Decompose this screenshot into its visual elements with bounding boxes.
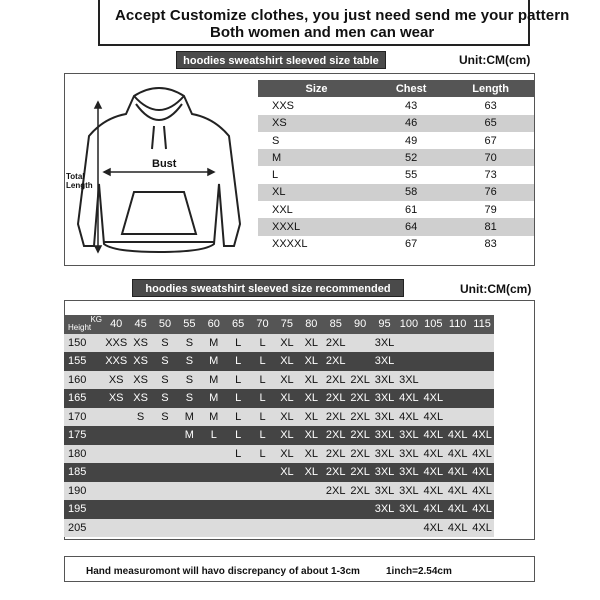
recommend-size-cell bbox=[177, 445, 201, 464]
length-cell: 73 bbox=[447, 166, 534, 183]
hoodie-diagram bbox=[64, 74, 254, 266]
size-cell: XL bbox=[258, 184, 375, 201]
recommend-size-cell: XS bbox=[128, 334, 152, 353]
height-cell: 165 bbox=[64, 389, 104, 408]
recommend-size-cell: 3XL bbox=[372, 371, 396, 390]
recommend-size-cell: XL bbox=[299, 408, 323, 427]
size-cell: XS bbox=[258, 115, 375, 132]
recommend-size-cell: 4XL bbox=[445, 482, 469, 501]
recommend-size-cell: 4XL bbox=[421, 482, 445, 501]
recommend-size-cell bbox=[226, 482, 250, 501]
recommend-size-cell: L bbox=[226, 408, 250, 427]
recommend-size-cell: 4XL bbox=[421, 500, 445, 519]
recommend-size-cell bbox=[104, 519, 128, 538]
recommend-size-cell: 3XL bbox=[397, 445, 421, 464]
length-cell: 65 bbox=[447, 115, 534, 132]
chest-cell: 64 bbox=[375, 218, 447, 235]
footer-note: Hand measuromont will havo discrepancy of about 1-3cm bbox=[86, 566, 360, 577]
recommend-size-cell: L bbox=[226, 426, 250, 445]
weight-header-cell: 65 bbox=[226, 315, 250, 334]
height-cell: 205 bbox=[64, 519, 104, 538]
recommend-size-cell: 2XL bbox=[324, 463, 348, 482]
chest-cell: 61 bbox=[375, 201, 447, 218]
recommend-size-cell: 2XL bbox=[348, 408, 372, 427]
size-row bbox=[258, 201, 534, 218]
recommend-size-cell bbox=[299, 482, 323, 501]
recommend-size-cell bbox=[153, 463, 177, 482]
recommend-size-cell: 4XL bbox=[421, 519, 445, 538]
recommend-size-cell bbox=[128, 426, 152, 445]
recommend-size-cell: 2XL bbox=[348, 463, 372, 482]
recommend-size-cell bbox=[470, 334, 494, 353]
recommend-size-cell: XS bbox=[128, 352, 152, 371]
size-cell: L bbox=[258, 166, 375, 183]
recommend-size-cell: XXS bbox=[104, 352, 128, 371]
recommend-size-cell: 4XL bbox=[397, 389, 421, 408]
recommend-size-cell: 2XL bbox=[348, 389, 372, 408]
chest-cell: 43 bbox=[375, 97, 447, 114]
height-row bbox=[64, 445, 494, 464]
recommend-size-cell bbox=[421, 352, 445, 371]
recommend-size-cell: 2XL bbox=[324, 445, 348, 464]
recommend-size-cell: 3XL bbox=[372, 334, 396, 353]
recommend-size-cell bbox=[202, 500, 226, 519]
recommend-size-cell bbox=[275, 500, 299, 519]
size-cell: S bbox=[258, 132, 375, 149]
weight-header-cell: 100 bbox=[397, 315, 421, 334]
recommend-size-cell: 4XL bbox=[421, 463, 445, 482]
recommend-size-cell bbox=[202, 445, 226, 464]
recommend-size-cell bbox=[250, 482, 274, 501]
recommend-size-cell: 4XL bbox=[445, 426, 469, 445]
size-row bbox=[258, 97, 534, 114]
recommend-size-cell: 4XL bbox=[470, 482, 494, 501]
recommend-size-cell: S bbox=[128, 408, 152, 427]
weight-header-cell: 105 bbox=[421, 315, 445, 334]
recommend-size-cell: 4XL bbox=[470, 500, 494, 519]
recommend-size-cell bbox=[348, 352, 372, 371]
recommend-size-cell: L bbox=[226, 389, 250, 408]
recommend-size-cell: 3XL bbox=[372, 500, 396, 519]
recommend-size-cell: XL bbox=[275, 334, 299, 353]
recommend-size-cell: L bbox=[250, 352, 274, 371]
length-cell: 76 bbox=[447, 184, 534, 201]
recommend-size-cell bbox=[128, 482, 152, 501]
recommend-table bbox=[64, 315, 494, 537]
recommend-size-cell bbox=[177, 482, 201, 501]
recommend-size-cell bbox=[153, 426, 177, 445]
weight-header-row bbox=[64, 315, 494, 334]
recommend-size-cell: 3XL bbox=[372, 445, 396, 464]
recommend-size-cell bbox=[445, 389, 469, 408]
height-row bbox=[64, 500, 494, 519]
recommend-size-cell: 4XL bbox=[445, 463, 469, 482]
recommend-size-cell: 3XL bbox=[397, 482, 421, 501]
size-row bbox=[258, 184, 534, 201]
recommend-size-cell bbox=[177, 500, 201, 519]
recommend-size-cell: XXS bbox=[104, 334, 128, 353]
height-row bbox=[64, 408, 494, 427]
length-cell: 83 bbox=[447, 236, 534, 253]
weight-header-cell: 40 bbox=[104, 315, 128, 334]
recommend-size-cell bbox=[445, 408, 469, 427]
weight-header-cell: 55 bbox=[177, 315, 201, 334]
recommend-size-cell: 3XL bbox=[372, 463, 396, 482]
recommend-size-cell: 2XL bbox=[348, 445, 372, 464]
recommend-size-cell: S bbox=[153, 352, 177, 371]
recommend-size-cell: 3XL bbox=[372, 352, 396, 371]
recommend-size-cell: 2XL bbox=[348, 371, 372, 390]
recommend-size-cell bbox=[348, 500, 372, 519]
recommend-size-cell: 3XL bbox=[372, 389, 396, 408]
weight-header-cell: 95 bbox=[372, 315, 396, 334]
recommend-size-cell: L bbox=[226, 334, 250, 353]
recommend-size-cell bbox=[226, 500, 250, 519]
recommend-size-cell bbox=[470, 408, 494, 427]
recommend-size-cell: XS bbox=[104, 389, 128, 408]
recommend-size-cell bbox=[470, 389, 494, 408]
recommend-size-cell bbox=[299, 519, 323, 538]
recommend-size-cell: M bbox=[202, 408, 226, 427]
recommend-size-cell: M bbox=[202, 389, 226, 408]
recommend-size-cell: XS bbox=[128, 371, 152, 390]
recommend-size-cell bbox=[128, 445, 152, 464]
recommend-size-cell: L bbox=[250, 445, 274, 464]
recommend-size-cell bbox=[299, 500, 323, 519]
recommend-size-cell bbox=[177, 519, 201, 538]
total-label: Total bbox=[66, 172, 85, 181]
recommend-size-cell: S bbox=[177, 334, 201, 353]
recommend-size-cell: 4XL bbox=[421, 426, 445, 445]
recommend-size-cell: 4XL bbox=[445, 519, 469, 538]
recommend-size-cell: 4XL bbox=[421, 389, 445, 408]
recommend-size-cell: L bbox=[202, 426, 226, 445]
chest-cell: 58 bbox=[375, 184, 447, 201]
recommend-size-cell: XL bbox=[275, 445, 299, 464]
recommend-size-cell: 2XL bbox=[324, 389, 348, 408]
height-cell: 175 bbox=[64, 426, 104, 445]
recommend-size-cell bbox=[177, 463, 201, 482]
recommend-size-cell: 2XL bbox=[324, 482, 348, 501]
weight-header-cell: 75 bbox=[275, 315, 299, 334]
recommend-size-cell bbox=[372, 519, 396, 538]
recommend-size-cell: XL bbox=[299, 426, 323, 445]
recommend-size-cell bbox=[348, 519, 372, 538]
recommend-size-cell bbox=[445, 371, 469, 390]
size-cell: XXXXL bbox=[258, 236, 375, 253]
size-table-header bbox=[258, 80, 534, 97]
recommend-size-cell bbox=[128, 500, 152, 519]
recommend-size-cell: M bbox=[202, 371, 226, 390]
height-cell: 190 bbox=[64, 482, 104, 501]
recommend-size-cell: 4XL bbox=[470, 463, 494, 482]
recommend-size-cell bbox=[226, 463, 250, 482]
height-cell: 195 bbox=[64, 500, 104, 519]
recommend-size-cell: 3XL bbox=[397, 426, 421, 445]
header-line-2: Both women and men can wear bbox=[210, 24, 435, 41]
height-row bbox=[64, 519, 494, 538]
height-row bbox=[64, 334, 494, 353]
recommend-size-cell: L bbox=[250, 408, 274, 427]
footer-inch: 1inch=2.54cm bbox=[386, 566, 452, 577]
recommend-size-cell: 4XL bbox=[470, 426, 494, 445]
height-cell: 150 bbox=[64, 334, 104, 353]
hoodie-outline bbox=[78, 88, 240, 252]
recommend-size-cell bbox=[250, 463, 274, 482]
weight-header-cell: 50 bbox=[153, 315, 177, 334]
recommend-size-cell: XL bbox=[275, 389, 299, 408]
recommend-size-cell: S bbox=[177, 371, 201, 390]
recommend-size-cell bbox=[226, 519, 250, 538]
recommend-size-cell: XL bbox=[275, 426, 299, 445]
recommend-size-cell: 3XL bbox=[372, 408, 396, 427]
recommend-size-cell bbox=[348, 334, 372, 353]
recommend-size-cell: L bbox=[250, 334, 274, 353]
recommend-size-cell: L bbox=[250, 371, 274, 390]
recommend-size-cell: 3XL bbox=[372, 482, 396, 501]
recommend-size-cell: 2XL bbox=[324, 408, 348, 427]
recommend-size-cell bbox=[104, 426, 128, 445]
recommend-size-cell: S bbox=[177, 352, 201, 371]
recommend-size-cell bbox=[397, 334, 421, 353]
size-row bbox=[258, 132, 534, 149]
height-row bbox=[64, 352, 494, 371]
recommend-size-cell bbox=[202, 463, 226, 482]
size-table-title: hoodies sweatshirt sleeved size table bbox=[176, 51, 386, 69]
recommend-size-cell: XL bbox=[275, 463, 299, 482]
recommend-size-cell: 4XL bbox=[397, 408, 421, 427]
recommend-size-cell bbox=[324, 500, 348, 519]
height-cell: 155 bbox=[64, 352, 104, 371]
recommend-size-cell bbox=[275, 482, 299, 501]
size-cell: XXL bbox=[258, 201, 375, 218]
recommend-size-cell bbox=[421, 334, 445, 353]
recommend-size-cell bbox=[153, 500, 177, 519]
recommend-size-cell bbox=[104, 445, 128, 464]
recommend-size-cell: 3XL bbox=[372, 426, 396, 445]
recommend-size-cell: L bbox=[250, 389, 274, 408]
weight-header-cell: 60 bbox=[202, 315, 226, 334]
recommend-size-cell: 4XL bbox=[470, 445, 494, 464]
chest-cell: 49 bbox=[375, 132, 447, 149]
height-row bbox=[64, 482, 494, 501]
recommend-size-cell bbox=[104, 500, 128, 519]
height-cell: 180 bbox=[64, 445, 104, 464]
recommend-size-cell: 2XL bbox=[348, 482, 372, 501]
length-cell: 79 bbox=[447, 201, 534, 218]
weight-header-cell: 90 bbox=[348, 315, 372, 334]
recommend-size-cell bbox=[202, 519, 226, 538]
length-cell: 63 bbox=[447, 97, 534, 114]
size-row bbox=[258, 166, 534, 183]
recommend-size-cell: 2XL bbox=[324, 352, 348, 371]
weight-header-cell: 70 bbox=[250, 315, 274, 334]
recommend-size-cell bbox=[421, 371, 445, 390]
recommend-size-cell bbox=[153, 482, 177, 501]
height-row bbox=[64, 463, 494, 482]
recommend-size-cell bbox=[153, 519, 177, 538]
recommend-size-cell: XL bbox=[275, 371, 299, 390]
recommend-size-cell: 3XL bbox=[397, 500, 421, 519]
weight-header-cell: 80 bbox=[299, 315, 323, 334]
recommend-size-cell bbox=[397, 519, 421, 538]
size-row bbox=[258, 236, 534, 253]
recommend-size-cell bbox=[397, 352, 421, 371]
recommend-size-cell: M bbox=[177, 408, 201, 427]
recommend-size-cell bbox=[153, 445, 177, 464]
size-row bbox=[258, 149, 534, 166]
size-cell: XXS bbox=[258, 97, 375, 114]
height-row bbox=[64, 371, 494, 390]
recommend-size-cell bbox=[275, 519, 299, 538]
header-size: Size bbox=[258, 80, 375, 97]
recommend-size-cell: L bbox=[226, 371, 250, 390]
weight-header-cell: 110 bbox=[445, 315, 469, 334]
height-cell: 185 bbox=[64, 463, 104, 482]
bust-label: Bust bbox=[152, 158, 177, 170]
corner-cell bbox=[64, 315, 104, 334]
chest-cell: 67 bbox=[375, 236, 447, 253]
recommend-size-cell: 3XL bbox=[397, 371, 421, 390]
recommend-size-cell bbox=[104, 482, 128, 501]
chest-cell: 52 bbox=[375, 149, 447, 166]
recommend-table-title: hoodies sweatshirt sleeved size recommended table bbox=[132, 279, 404, 297]
recommend-size-cell: M bbox=[202, 352, 226, 371]
recommend-size-cell: 4XL bbox=[470, 519, 494, 538]
recommend-size-cell bbox=[445, 352, 469, 371]
size-cell: M bbox=[258, 149, 375, 166]
height-row bbox=[64, 426, 494, 445]
recommend-size-cell: M bbox=[177, 426, 201, 445]
recommend-size-cell: S bbox=[153, 389, 177, 408]
recommend-size-cell bbox=[470, 371, 494, 390]
recommend-size-cell: S bbox=[153, 334, 177, 353]
size-table-unit: Unit:CM(cm) bbox=[459, 53, 531, 67]
height-cell: 170 bbox=[64, 408, 104, 427]
recommend-size-cell: S bbox=[153, 371, 177, 390]
height-cell: 160 bbox=[64, 371, 104, 390]
recommend-size-cell: XL bbox=[299, 463, 323, 482]
recommend-size-cell: 4XL bbox=[421, 445, 445, 464]
kg-label: KG bbox=[90, 315, 102, 325]
recommend-size-cell bbox=[250, 519, 274, 538]
recommend-size-cell: XL bbox=[275, 408, 299, 427]
recommend-size-cell: XL bbox=[299, 371, 323, 390]
weight-header-cell: 115 bbox=[470, 315, 494, 334]
recommend-size-cell bbox=[324, 519, 348, 538]
recommend-size-cell: XS bbox=[104, 371, 128, 390]
recommend-size-cell: S bbox=[177, 389, 201, 408]
height-label: Height bbox=[68, 323, 92, 333]
recommend-size-cell: 4XL bbox=[445, 500, 469, 519]
recommend-table-unit: Unit:CM(cm) bbox=[460, 282, 532, 296]
recommend-size-cell: XL bbox=[275, 352, 299, 371]
recommend-size-cell: 4XL bbox=[421, 408, 445, 427]
length-cell: 67 bbox=[447, 132, 534, 149]
size-cell: XXXL bbox=[258, 218, 375, 235]
recommend-size-cell: 2XL bbox=[324, 426, 348, 445]
recommend-size-cell: XL bbox=[299, 445, 323, 464]
recommend-size-cell: 2XL bbox=[348, 426, 372, 445]
recommend-size-cell bbox=[250, 500, 274, 519]
recommend-size-cell bbox=[202, 482, 226, 501]
recommend-size-cell: S bbox=[153, 408, 177, 427]
recommend-size-cell bbox=[445, 334, 469, 353]
recommend-size-cell: XL bbox=[299, 352, 323, 371]
recommend-size-cell: 4XL bbox=[445, 445, 469, 464]
size-row bbox=[258, 218, 534, 235]
length-label: Length bbox=[66, 181, 93, 190]
recommend-size-cell: L bbox=[226, 445, 250, 464]
weight-header-cell: 45 bbox=[128, 315, 152, 334]
size-table bbox=[258, 80, 534, 253]
chest-cell: 46 bbox=[375, 115, 447, 132]
header-line-1: Accept Customize clothes, you just need send me your pattern bbox=[115, 7, 570, 24]
chest-cell: 55 bbox=[375, 166, 447, 183]
recommend-size-cell bbox=[128, 519, 152, 538]
weight-header-cell: 85 bbox=[324, 315, 348, 334]
recommend-size-cell: 2XL bbox=[324, 371, 348, 390]
size-row bbox=[258, 115, 534, 132]
recommend-size-cell: XL bbox=[299, 334, 323, 353]
length-cell: 81 bbox=[447, 218, 534, 235]
recommend-size-cell: M bbox=[202, 334, 226, 353]
header-length: Length bbox=[447, 80, 534, 97]
header-chest: Chest bbox=[375, 80, 447, 97]
recommend-size-cell bbox=[104, 408, 128, 427]
recommend-size-cell: L bbox=[226, 352, 250, 371]
recommend-size-cell: XS bbox=[128, 389, 152, 408]
recommend-size-cell: 3XL bbox=[397, 463, 421, 482]
recommend-size-cell bbox=[128, 463, 152, 482]
recommend-size-cell: XL bbox=[299, 389, 323, 408]
height-row bbox=[64, 389, 494, 408]
recommend-size-cell: 2XL bbox=[324, 334, 348, 353]
recommend-size-cell: L bbox=[250, 426, 274, 445]
recommend-size-cell bbox=[104, 463, 128, 482]
length-cell: 70 bbox=[447, 149, 534, 166]
recommend-size-cell bbox=[470, 352, 494, 371]
